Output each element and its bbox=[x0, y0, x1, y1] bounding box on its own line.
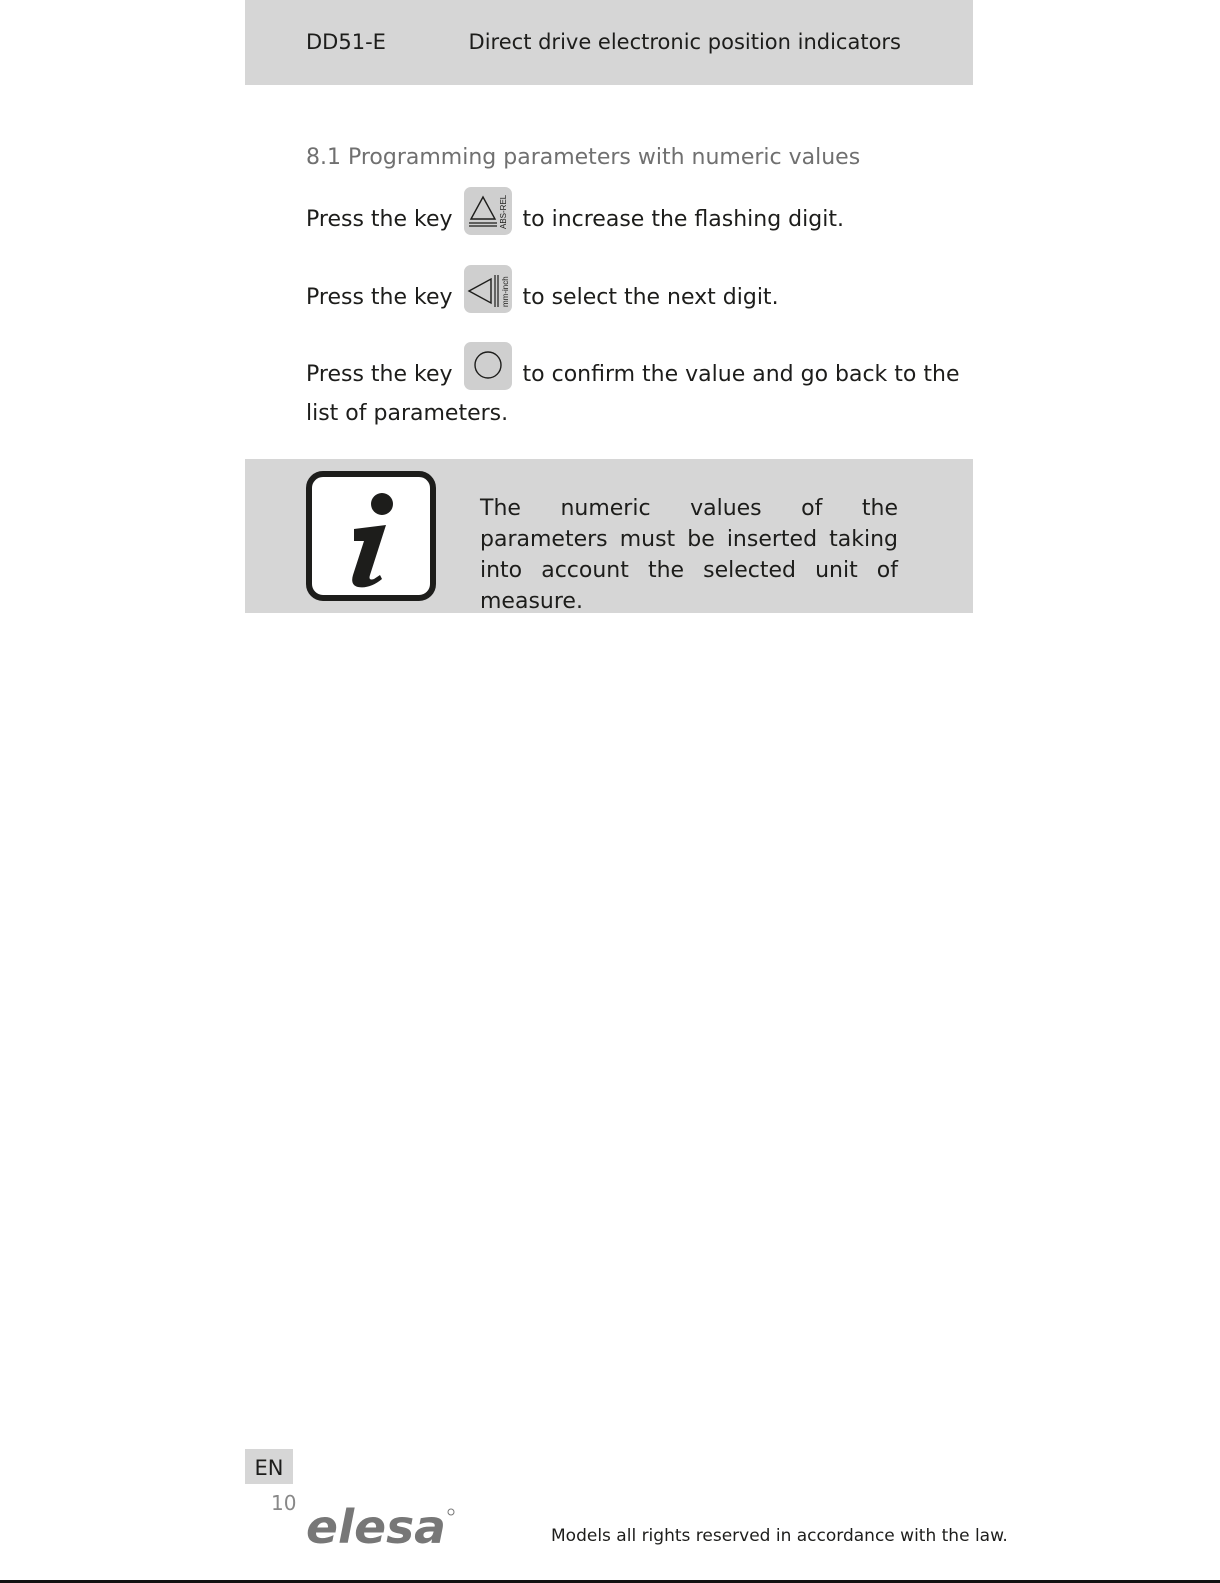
note-text: The numeric values of the parameters must be inserted taking into account the selected unit of measure. bbox=[480, 496, 898, 614]
instruction-suffix: to confirm the value and go back to the bbox=[522, 362, 960, 387]
abs-rel-key bbox=[464, 187, 512, 235]
abs-rel-key-label: ABS-REL bbox=[498, 194, 508, 229]
brand-wordmark: elesa bbox=[306, 1506, 446, 1550]
instruction-prefix: Press the key bbox=[306, 207, 453, 232]
page-number: 10 bbox=[271, 1491, 297, 1515]
instruction-continuation: list of parameters. bbox=[306, 401, 509, 426]
instruction-prefix: Press the key bbox=[306, 285, 453, 310]
triangle-left-mm-inch-icon bbox=[464, 265, 512, 313]
elesa-logo bbox=[306, 1506, 456, 1550]
mm-inch-key bbox=[464, 265, 512, 313]
info-icon bbox=[306, 471, 436, 601]
document-title: Direct drive electronic position indicators bbox=[468, 30, 901, 54]
section-title: 8.1 Programming parameters with numeric values bbox=[306, 145, 861, 170]
info-note bbox=[245, 459, 973, 613]
rights-notice: Models all rights reserved in accordance with the law. bbox=[551, 1526, 1008, 1546]
instruction-suffix: to select the next digit. bbox=[522, 285, 779, 310]
page-header bbox=[245, 0, 973, 85]
model-code: DD51-E bbox=[306, 30, 386, 54]
mm-inch-key-label: mm-inch bbox=[500, 276, 510, 307]
instruction-prefix: Press the key bbox=[306, 362, 453, 387]
instruction-confirm-value bbox=[306, 342, 959, 390]
confirm-key bbox=[464, 342, 512, 390]
instruction-increase-digit bbox=[306, 187, 844, 235]
circle-icon bbox=[464, 342, 512, 390]
instruction-next-digit bbox=[306, 265, 779, 313]
triangle-up-abs-rel-icon bbox=[464, 187, 512, 235]
instruction-suffix: to increase the flashing digit. bbox=[522, 207, 844, 232]
language-badge: EN bbox=[245, 1449, 293, 1484]
